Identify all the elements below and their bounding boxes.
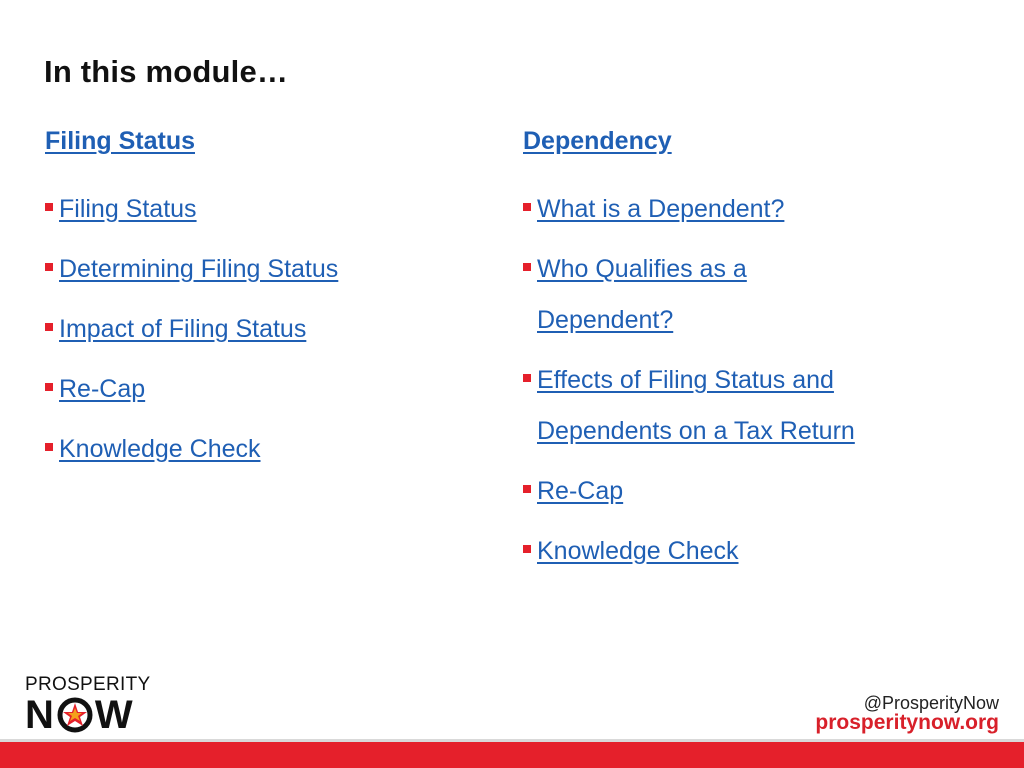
logo-wordmark-now: [25, 695, 150, 735]
prosperity-now-logo: [25, 675, 150, 735]
logo-letter-n: N: [25, 693, 55, 737]
impact-of-filing-status-link[interactable]: Impact of Filing Status: [59, 315, 307, 343]
who-qualifies-link[interactable]: Who Qualifies as a Dependent?: [537, 255, 747, 334]
effects-of-filing-status-link[interactable]: Effects of Filing Status and Dependents on a Tax Return: [537, 366, 855, 445]
filing-status-heading-link[interactable]: Filing Status: [45, 127, 195, 155]
square-bullet-icon: [523, 263, 531, 271]
logo-wordmark-top: PROSPERITY: [25, 674, 151, 695]
website-url: prosperitynow.org: [815, 711, 999, 734]
square-bullet-icon: [523, 374, 531, 382]
square-bullet-icon: [523, 203, 531, 211]
dependency-section: [523, 124, 983, 586]
list-item: [45, 424, 475, 475]
filing-knowledge-check-link[interactable]: Knowledge Check: [59, 435, 261, 463]
what-is-dependent-link[interactable]: What is a Dependent?: [537, 195, 785, 223]
page-title: In this module…: [44, 54, 289, 89]
logo-letter-w: W: [94, 693, 134, 737]
square-bullet-icon: [45, 203, 53, 211]
footer-red-bar: [0, 742, 1024, 768]
square-bullet-icon: [45, 263, 53, 271]
square-bullet-icon: [523, 545, 531, 553]
list-item: [523, 355, 917, 457]
square-bullet-icon: [523, 485, 531, 493]
list-item: [523, 244, 837, 346]
list-item: [45, 364, 475, 415]
star-logo-icon: [57, 697, 93, 733]
determining-filing-status-link[interactable]: Determining Filing Status: [59, 255, 339, 283]
list-item: [523, 466, 983, 517]
dependency-knowledge-check-link[interactable]: Knowledge Check: [537, 537, 739, 565]
list-item: [45, 304, 475, 355]
list-item: [45, 184, 475, 235]
list-item: [523, 184, 983, 235]
dependency-list: [523, 184, 983, 577]
filing-status-link[interactable]: Filing Status: [59, 195, 197, 223]
filing-status-section: [45, 124, 475, 484]
square-bullet-icon: [45, 323, 53, 331]
dependency-heading-link[interactable]: Dependency: [523, 127, 672, 155]
square-bullet-icon: [45, 443, 53, 451]
filing-recap-link[interactable]: Re-Cap: [59, 375, 146, 403]
square-bullet-icon: [45, 383, 53, 391]
social-handle: @ProsperityNow: [863, 693, 999, 713]
list-item: [45, 244, 475, 295]
filing-status-list: [45, 184, 475, 475]
list-item: [523, 526, 983, 577]
dependency-recap-link[interactable]: Re-Cap: [537, 477, 624, 505]
